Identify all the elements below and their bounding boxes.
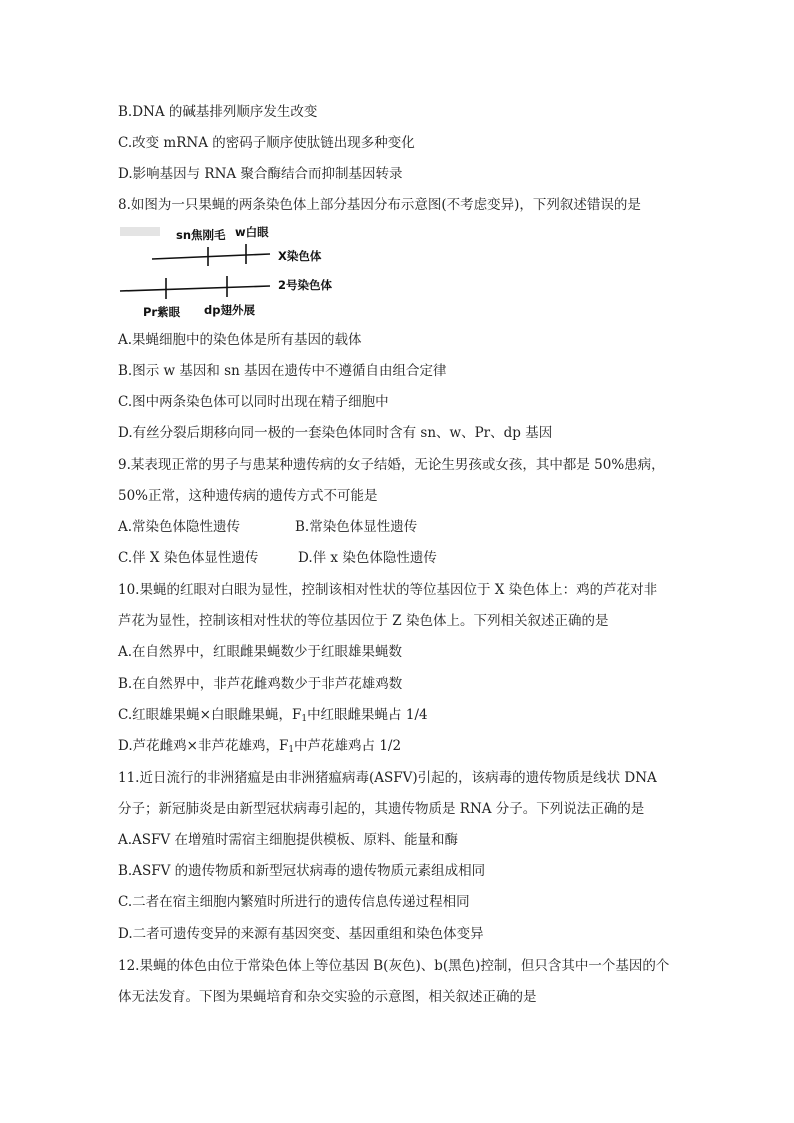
chromosome-2	[120, 286, 270, 291]
sn-label: sn焦刚毛	[176, 228, 226, 242]
q11-option-c: C.二者在宿主细胞内繁殖时所进行的遗传信息传递过程相同	[118, 894, 470, 910]
q7-option-d: D.影响基因与 RNA 聚合酶结合而抑制基因转录	[118, 166, 403, 182]
q9-option-d: D.伴 x 染色体隐性遗传	[298, 550, 437, 566]
q10d-text: D.芦花雌鸡×非芦花雄鸡，F	[118, 738, 289, 754]
x-chromosome-label: X染色体	[278, 249, 322, 263]
pr-label: Pr紫眼	[143, 305, 181, 319]
q10c-subscript: 1	[301, 714, 308, 724]
q9-option-c: C.伴 X 染色体显性遗传	[118, 550, 259, 566]
q9-stem-line2: 50%正常，这种遗传病的遗传方式不可能是	[118, 488, 378, 504]
q8-option-b: B.图示 w 基因和 sn 基因在遗传中不遵循自由组合定律	[118, 363, 447, 379]
q10d-subscript: 1	[288, 745, 295, 755]
q7-option-b: B.DNA 的碱基排列顺序发生改变	[118, 104, 318, 120]
q8-option-d: D.有丝分裂后期移向同一极的一套染色体同时含有 sn、w、Pr、dp 基因	[118, 425, 553, 441]
q10c-text: C.红眼雄果蝇×白眼雌果蝇，F	[118, 707, 302, 723]
q12-stem-line2: 体无法发育。下图为果蝇培育和杂交实验的示意图，相关叙述正确的是	[118, 989, 537, 1005]
q9-stem-line1: 9.某表现正常的男子与患某种遗传病的女子结婚，无论生男孩或女孩，其中都是 50%患病，	[118, 457, 665, 473]
dp-label: dp翅外展	[204, 303, 255, 317]
q10-stem-line2: 芦花为显性，控制该相对性状的等位基因位于 Z 染色体上。下列相关叙述正确的是	[118, 613, 609, 629]
q10d-text-end: 中芦花雄鸡占 1/2	[294, 738, 402, 754]
q8-stem: 8.如图为一只果蝇的两条染色体上部分基因分布示意图(不考虑变异)，下列叙述错误的是	[118, 197, 641, 213]
chromosome-diagram	[118, 222, 358, 322]
chromosome-2-label: 2号染色体	[278, 278, 333, 292]
q11-stem-line1: 11.近日流行的非洲猪瘟是由非洲猪瘟病毒(ASFV)引起的，该病毒的遗传物质是线状 DNA	[118, 770, 657, 786]
q11-stem-line2: 分子；新冠肺炎是由新型冠状病毒引起的，其遗传物质是 RNA 分子。下列说法正确的是	[118, 801, 645, 817]
q10-stem-line1: 10.果蝇的红眼对白眼为显性，控制该相对性状的等位基因位于 X 染色体上：鸡的芦花对非	[118, 582, 658, 598]
q11-option-a: A.ASFV 在增殖时需宿主细胞提供模板、原料、能量和酶	[118, 832, 458, 848]
q10-option-c	[118, 706, 428, 728]
q8-option-c: C.图中两条染色体可以同时出现在精子细胞中	[118, 394, 389, 410]
x-chromosome	[152, 254, 270, 259]
q10-option-d	[118, 737, 401, 759]
q10-option-b: B.在自然界中，非芦花雌鸡数少于非芦花雄鸡数	[118, 676, 403, 692]
blur-patch	[120, 227, 160, 236]
q12-stem-line1: 12.果蝇的体色由位于常染色体上等位基因 B(灰色)、b(黑色)控制，但只含其中一个基因的个	[118, 958, 670, 974]
q11-option-b: B.ASFV 的遗传物质和新型冠状病毒的遗传物质元素组成相同	[118, 863, 486, 879]
q11-option-d: D.二者可遗传变异的来源有基因突变、基因重组和染色体变异	[118, 926, 484, 942]
w-label: w白眼	[235, 225, 269, 239]
q8-option-a: A.果蝇细胞中的染色体是所有基因的载体	[118, 332, 362, 348]
q10-option-a: A.在自然界中，红眼雌果蝇数少于红眼雄果蝇数	[118, 644, 403, 660]
q7-option-c: C.改变 mRNA 的密码子顺序使肽链出现多种变化	[118, 135, 415, 151]
q10c-text-end: 中红眼雌果蝇占 1/4	[307, 707, 428, 723]
q9-option-a: A.常染色体隐性遗传	[118, 519, 241, 535]
q9-option-b: B.常染色体显性遗传	[295, 519, 418, 535]
